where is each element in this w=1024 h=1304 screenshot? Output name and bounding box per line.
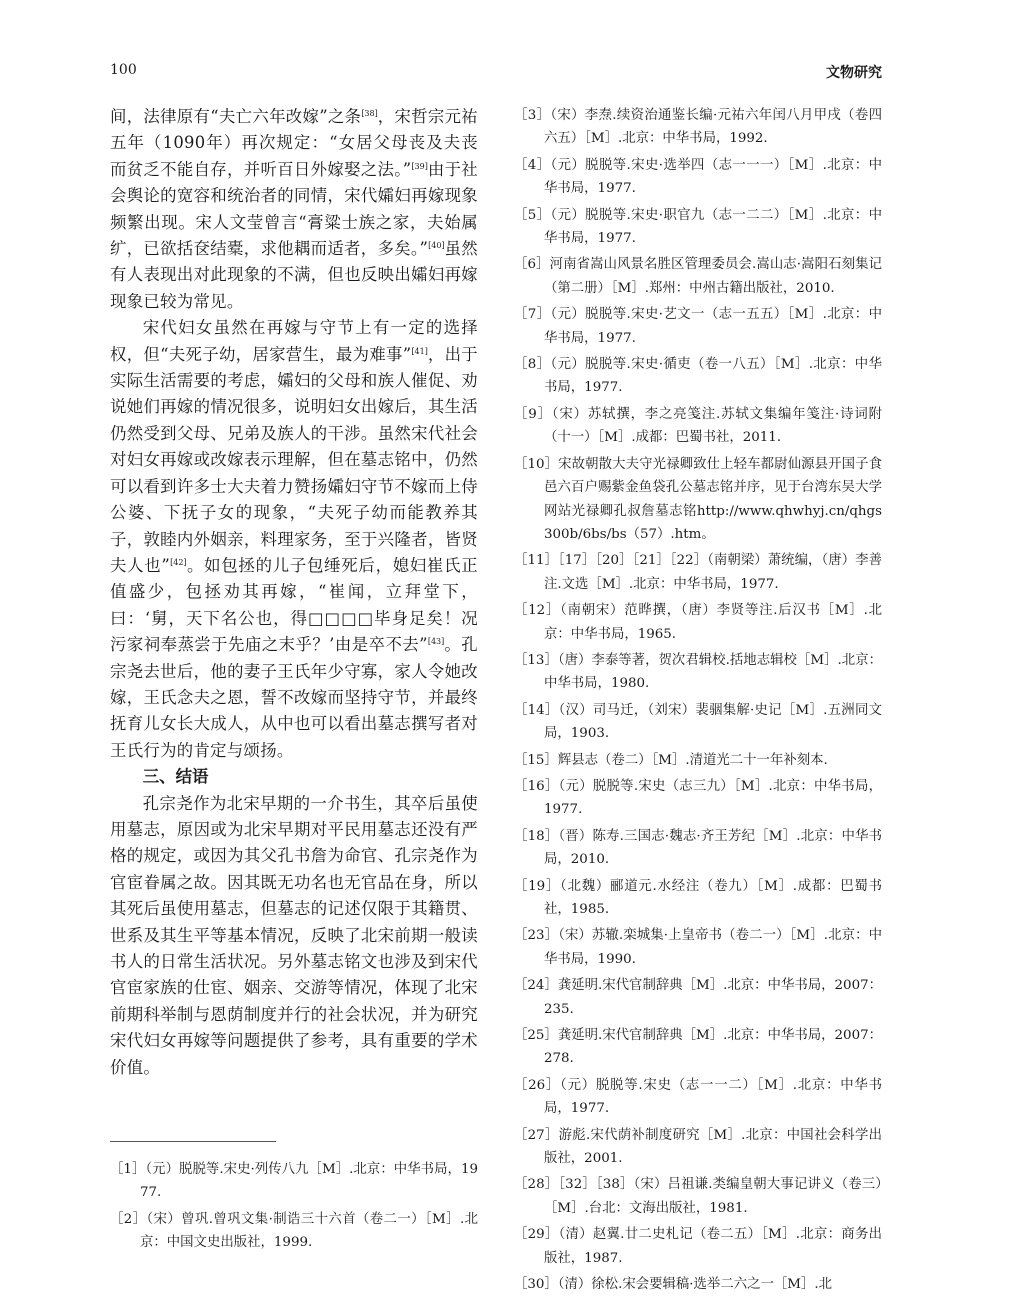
text-run: 。孔宗尧去世后，他的妻子王氏年少守寡，家人令她改嫁，王氏念夫之恩，誓不改嫁而坚持守节，并最终抚育儿女长大成人，从中也可以看出墓志撰写者对王氏行为的肯定与颂扬。 <box>110 635 478 760</box>
reference-item: ［16］（元）脱脱等.宋史（志三九）［M］.北京：中华书局，1977. <box>514 778 882 818</box>
reference-item: ［23］（宋）苏辙.栾城集·上皇帝书（卷二一）［M］.北京：中华书局，1990. <box>514 928 882 967</box>
text-run: ，出于实际生活需要的考虑，孀妇的父母和族人催促、劝说她们再嫁的情况很多，说明妇女出嫁后，其生活仍然受到父母、兄弟及族人的干涉。虽然宋代社会对妇女再嫁或改嫁表示理解，但在墓志铭中，仍然可以看到许多士大夫着力赞扬孀妇守节不嫁而上侍公婆、下抚子女的现象，“夫死子幼而能教养其子，敦睦内外姻亲，料理家务，至于兴隆者，皆贤夫人也” <box>110 344 478 575</box>
text-run: ，宋哲宗元祐五年（1090年）再次规定：“女居父母丧及夫丧而贫乏不能自存，并听百日外嫁娶之法。” <box>110 107 478 179</box>
reference-item: ［13］（唐）李泰等著，贺次君辑校.括地志辑校［M］.北京：中华书局，1980. <box>514 652 882 692</box>
reference-item: ［6］河南省嵩山风景名胜区管理委员会.嵩山志·嵩阳石刻集记（第二册）［M］.郑州：中州古籍出版社，2010. <box>514 257 882 296</box>
reference-item: ［14］（汉）司马迁，（刘宋）裴骃集解·史记［M］.五洲同文局，1903. <box>514 702 882 742</box>
citation-41: [41] <box>411 346 428 356</box>
paragraph-3: 孔宗尧作为北宋早期的一介书生，其卒后虽使用墓志，原因或为北宋早期对平民用墓志还没有严格的规定，或因为其父孔书詹为命官、孔宗尧作为官宦眷属之故。因其既无功名也无官品在身，所以其死后虽使用墓志，但墓志的记述仅限于其籍贯、世系及其生平等基本情况，反映了北宋前期一般读书人的日常生活状况。另外墓志铭文也涉及到宋代官宦家族的仕宦、姻亲、交游等情况，体现了北宋前期科举制与恩荫制度并行的社会状况，并为研究宋代妇女再嫁等问题提供了参考，具有重要的学术价值。 <box>110 793 478 1077</box>
citation-42: [42] <box>170 557 187 567</box>
reference-item: ［7］（元）脱脱等.宋史·艺文一（志一五五）［M］.北京：中华书局，1977. <box>514 307 882 346</box>
reference-item: ［27］游彪.宋代荫补制度研究［M］.北京：中国社会科学出版社，2001. <box>514 1127 882 1167</box>
body-text-column <box>110 104 478 1081</box>
reference-item: ［28］［32］［38］（宋）吕祖谦.类编皇朝大事记讲义（卷三）［M］.台北：文海出版社，1981. <box>514 1177 882 1216</box>
reference-item: ［9］（宋）苏轼撰，李之亮笺注.苏轼文集编年笺注·诗词附（十一）［M］.成都：巴蜀书社，2011. <box>514 406 882 446</box>
journal-title: 文物研究 <box>826 65 882 81</box>
citation-39: [39] <box>411 161 428 171</box>
references-right <box>514 104 882 1300</box>
section-heading: 三、结语 <box>142 767 209 787</box>
reference-item: ［24］龚延明.宋代官制辞典［M］.北京：中华书局，2007：235. <box>514 978 882 1017</box>
reference-item: ［2］（宋）曾巩.曾巩文集·制诰三十六首（卷二一）［M］.北京：中国文史出版社，1999. <box>110 1211 478 1251</box>
page-header <box>110 62 882 86</box>
reference-item: ［1］（元）脱脱等.宋史·列传八九［M］.北京：中华书局，1977. <box>110 1162 478 1201</box>
reference-item: ［4］（元）脱脱等.宋史·选举四（志一一一）［M］.北京：中华书局，1977. <box>514 157 882 197</box>
text-run: 宋代妇女虽然在再嫁与守节上有一定的选择权，但“夫死子幼，居家营生，最为难事” <box>110 318 478 364</box>
reference-item: ［5］（元）脱脱等.宋史·职官九（志一二二）［M］.北京：中华书局，1977. <box>514 207 882 247</box>
reference-item: ［26］（元）脱脱等.宋史（志一一二）［M］.北京：中华书局，1977. <box>514 1077 882 1117</box>
text-run: 由于社会舆论的宽容和统治者的同情，宋代孀妇再嫁现象频繁出现。宋人文莹曾言“膏粱士族之家，夫始属纩，已欲括奁结橐，求他耦而适者，多矣。” <box>110 159 478 259</box>
text-run: 。如包拯的儿子包缍死后，媳妇崔氏正值盛少，包拯劝其再嫁，“崔闻，立拜堂下，曰：‘舅，天下名公也，得□□□□毕身足矣！况污家祠奉蒸尝于先庙之末乎？’由是卒不去” <box>110 555 478 655</box>
reference-item: ［18］（晋）陈寿.三国志·魏志·齐王芳纪［M］.北京：中华书局，2010. <box>514 828 882 868</box>
reference-item: ［10］宋故朝散大夫守光禄卿致仕上轻车都尉仙源县开国子食邑六百户赐紫金鱼袋孔公墓志铭并序，见于台湾东吴大学网站光禄卿孔叔詹墓志铭http://www.qhwhyj.cn/qhgs300b/6bs/bs（57）.htm。 <box>514 456 882 542</box>
reference-item: ［25］龚延明.宋代官制辞典［M］.北京：中华书局，2007：278. <box>514 1028 882 1067</box>
reference-item: ［19］（北魏）郦道元.水经注（卷九）［M］.成都：巴蜀书社，1985. <box>514 878 882 917</box>
citation-43: [43] <box>427 637 445 647</box>
citation-38: [38] <box>361 109 378 118</box>
citation-40: [40] <box>428 241 445 251</box>
footnote-divider <box>110 1141 276 1142</box>
reference-item: ［30］（清）徐松.宋会要辑稿·选举二六之一［M］.北 <box>514 1277 833 1293</box>
references-left <box>110 1158 478 1258</box>
reference-item: ［12］（南朝宋）范晔撰，（唐）李贤等注.后汉书［M］.北京：中华书局，1965. <box>514 603 882 642</box>
text-run: 间，法律原有“夫亡六年改嫁”之条 <box>110 107 362 126</box>
reference-item: ［3］（宋）李焘.续资治通鉴长编·元祐六年闰八月甲戌（卷四六五）［M］.北京：中华书局，1992. <box>514 108 882 147</box>
reference-item: ［8］（元）脱脱等.宋史·循吏（卷一八五）［M］.北京：中华书局，1977. <box>514 357 882 396</box>
page-number: 100 <box>110 62 137 78</box>
paragraph-1 <box>110 104 478 315</box>
reference-item: ［11］［17］［20］［21］［22］（南朝梁）萧统编，（唐）李善注.文选［M］.北京：中华书局，1977. <box>514 553 882 592</box>
text-run: 虽然有人表现出对此现象的不满，但也反映出孀妇再嫁现象已较为常见。 <box>110 239 478 311</box>
paragraph-2 <box>110 315 478 764</box>
reference-item: ［29］（清）赵翼.廿二史札记（卷二五）［M］.北京：商务出版社，1987. <box>514 1227 882 1266</box>
reference-item: ［15］辉县志（卷二）［M］.清道光二十一年补刻本. <box>514 752 828 768</box>
